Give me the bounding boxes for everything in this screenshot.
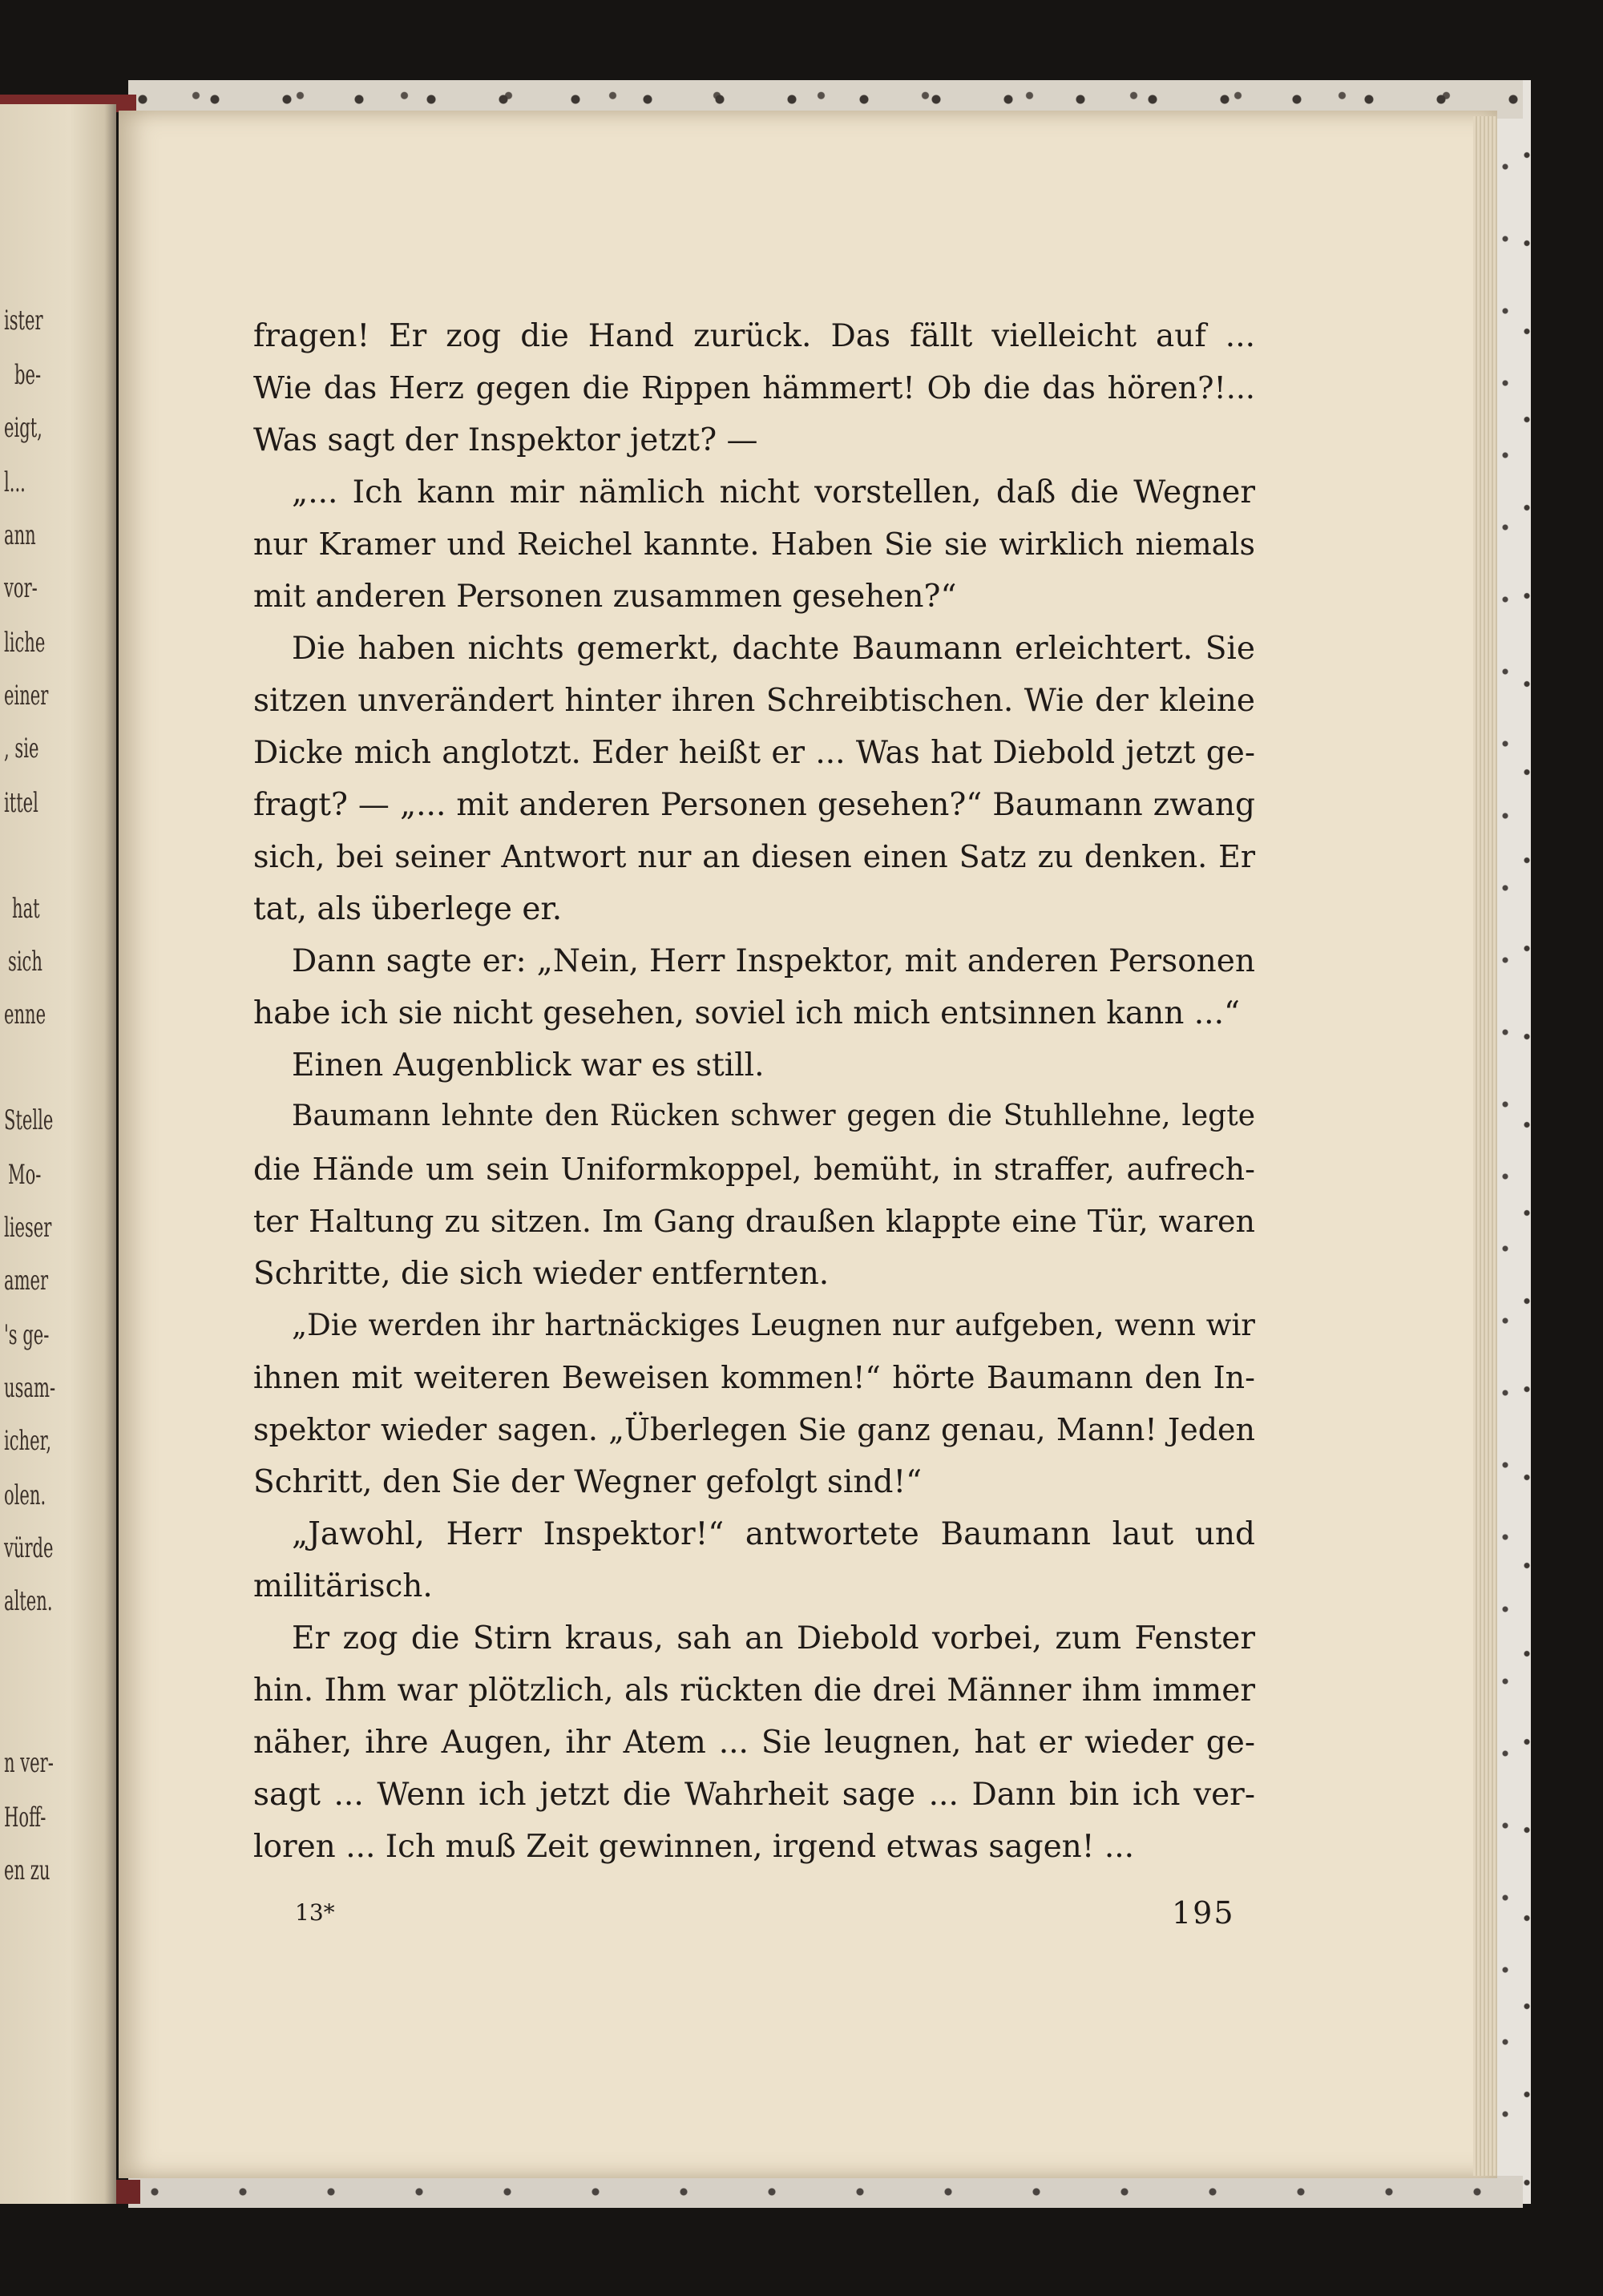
text-line: ter Haltung zu sitzen. Im Gang draußen klappte eine Tür, waren (253, 1204, 1255, 1239)
page-number: 195 (1172, 1895, 1235, 1931)
text-line: habe ich sie nicht gesehen, soviel ich mich entsinnen kann ...“ (253, 995, 1240, 1031)
text-line: loren ... Ich muß Zeit gewinnen, irgend etwas sagen! ... (253, 1829, 1135, 1865)
left-page-fragment: olen. (4, 1479, 46, 1511)
left-page-fragment: einer (4, 680, 49, 712)
text-line: sagt ... Wenn ich jetzt die Wahrheit sage ... Dann bin ich ver- (253, 1777, 1255, 1813)
page-fore-edge (1473, 116, 1497, 2176)
text-line: fragen! Er zog die Hand zurück. Das fällt vielleicht auf ... (253, 318, 1255, 354)
left-page-fragment: enne (4, 999, 46, 1031)
left-page-fragment: vürde (4, 1532, 54, 1564)
text-line: Schritte, die sich wieder entfernten. (253, 1256, 830, 1292)
left-page-fragment: ann (4, 519, 36, 551)
text-line: hin. Ihm war plötzlich, als rückten die drei Männer ihm immer (253, 1673, 1255, 1709)
text-line: fragt? — „... mit anderen Personen gesehen?“ Baumann zwang (253, 787, 1255, 823)
text-line: die Hände um sein Uniformkoppel, bemüht, in straffer, aufrech- (253, 1152, 1255, 1187)
left-page-fragment: lieser (4, 1212, 52, 1244)
left-page-fragment: ittel (4, 787, 38, 819)
left-page-fragment: l... (4, 466, 26, 498)
signature-mark: 13* (295, 1899, 335, 1926)
left-page-fragment: 's ge- (4, 1319, 50, 1351)
left-page-edge (0, 104, 116, 2204)
text-line: näher, ihre Augen, ihr Atem ... Sie leugnen, hat er wieder ge- (253, 1725, 1255, 1761)
left-page-fragment: vor- (4, 572, 38, 604)
text-line: Die haben nichts gemerkt, dachte Baumann erleichtert. Sie (292, 631, 1255, 667)
text-line: Dicke mich anglotzt. Eder heißt er ... Was hat Diebold jetzt ge- (253, 735, 1255, 771)
left-page-fragment: hat (12, 893, 40, 925)
left-page-fragment: , sie (4, 732, 39, 765)
text-line: nur Kramer und Reichel kannte. Haben Sie sie wirklich niemals (253, 527, 1255, 562)
text-line: ihnen mit weiteren Beweisen kommen!“ hörte Baumann den In- (253, 1360, 1255, 1395)
text-line: Einen Augenblick war es still. (292, 1047, 765, 1083)
left-page-fragment: ister (4, 305, 43, 337)
text-line: Wie das Herz gegen die Rippen hämmert! Ob die das hören?!... (253, 370, 1255, 406)
left-page-fragment: usam- (4, 1372, 56, 1404)
text-line: „Jawohl, Herr Inspektor!“ antwortete Baumann laut und (292, 1516, 1255, 1552)
left-page-fragment: Mo- (8, 1159, 42, 1191)
text-line: Er zog die Stirn kraus, sah an Diebold vorbei, zum Fenster (292, 1620, 1255, 1656)
book-page (119, 111, 1497, 2178)
left-page-fragment: be- (14, 359, 42, 391)
left-page-fragment: Stelle (4, 1104, 54, 1136)
text-line: sich, bei seiner Antwort nur an diesen einen Satz zu denken. Er (253, 839, 1255, 874)
text-line: spektor wieder sagen. „Überlegen Sie ganz genau, Mann! Jeden (253, 1412, 1255, 1447)
left-page-fragment: liche (4, 627, 46, 659)
left-page-fragment: en zu (4, 1854, 50, 1886)
left-page-fragment: n ver- (4, 1747, 54, 1779)
left-page-fragment: Hoff- (4, 1802, 46, 1834)
left-page-fragment: icher, (4, 1425, 52, 1457)
text-line: Baumann lehnte den Rücken schwer gegen die Stuhllehne, legte (292, 1100, 1255, 1132)
left-page-fragment: alten. (4, 1585, 53, 1617)
cover-board-bottom (128, 2176, 1523, 2208)
text-line: tat, als überlege er. (253, 891, 563, 927)
text-line: Schritt, den Sie der Wegner gefolgt sind!“ (253, 1464, 923, 1500)
left-page-fragment: eigt, (4, 412, 42, 444)
text-line: sitzen unverändert hinter ihren Schreibtischen. Wie der kleine (253, 683, 1255, 719)
left-page-fragment: sich (8, 946, 42, 978)
left-page-fragment: amer (4, 1265, 49, 1297)
text-line: Was sagt der Inspektor jetzt? — (253, 422, 758, 458)
text-line: „... Ich kann mir nämlich nicht vorstellen, daß die Wegner (292, 474, 1255, 510)
text-line: mit anderen Personen zusammen gesehen?“ (253, 579, 957, 615)
text-line: Dann sagte er: „Nein, Herr Inspektor, mit anderen Personen (292, 943, 1255, 979)
text-line: „Die werden ihr hartnäckiges Leugnen nur aufgeben, wenn wir (292, 1308, 1255, 1342)
text-line: militärisch. (253, 1568, 433, 1604)
